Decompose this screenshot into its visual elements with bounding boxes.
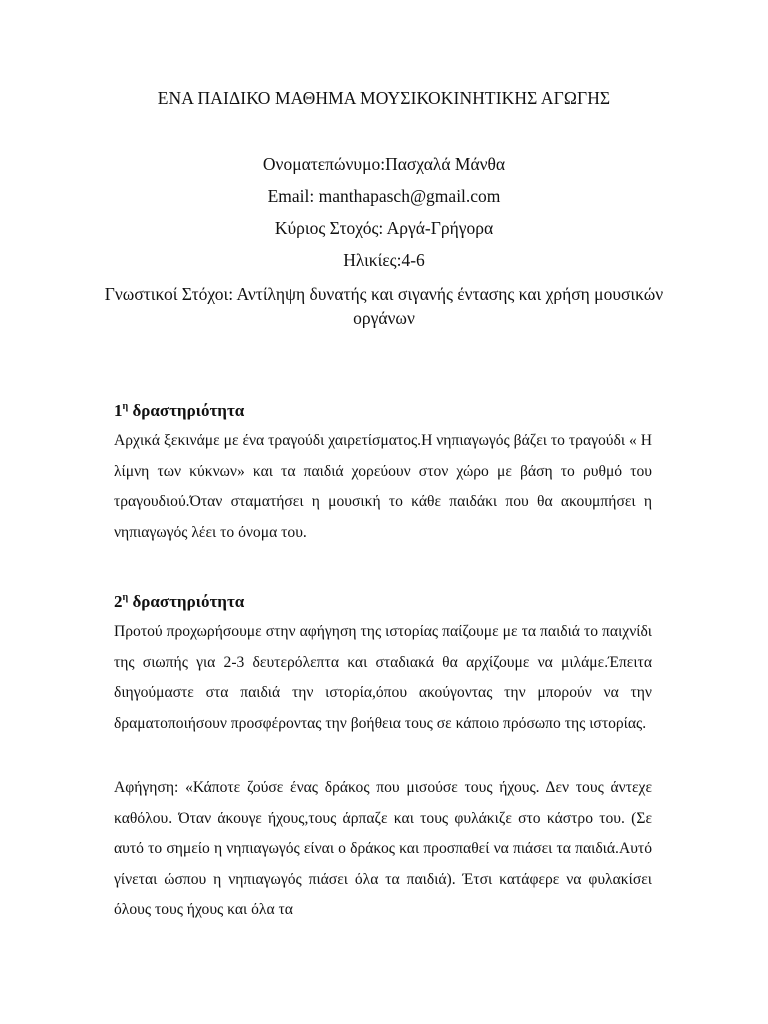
- cognitive-goals: Γνωστικοί Στόχοι: Αντίληψη δυνατής και σιγανής έντασης και χρήση μουσικών οργάνων: [104, 284, 664, 328]
- activity-2-ordinal: η: [122, 592, 129, 603]
- activity-2-number: 2: [114, 592, 123, 611]
- activity-1-heading: [114, 401, 244, 421]
- activity-1-number: 1: [114, 401, 123, 420]
- activity-1-ordinal: η: [122, 401, 129, 412]
- narration-text: Αφήγηση: «Κάποτε ζούσε ένας δράκος που μισούσε τους ήχους. Δεν τους άντεχε καθόλου. Όταν άκουγε ήχους,τους άρπαζε και τους φυλάκιζε στο κάστρο του. (Σε αυτό το σημείο η νηπιαγωγός είναι ο δράκος και προσπαθεί να πιάσει τα παιδιά.Αυτό γίνεται ώσπου η νηπιαγωγός πιάσει όλα τα παιδιά). Έτσι κατάφερε να φυλακίσει όλους τους ήχους και όλα τα: [114, 779, 652, 918]
- main-goal: Κύριος Στοχός: Αργά-Γρήγορα: [274, 218, 494, 238]
- activity-2-heading: [114, 592, 244, 612]
- activity-2-text: Προτού προχωρήσουμε στην αφήγηση της ιστορίας παίζουμε με τα παιδιά το παιχνίδι της σιωπής για 2-3 δευτερόλεπτα και σταδιακά θα αρχίζουμε να μιλάμε.Έπειτα διηγούμαστε στα παιδιά την ιστορία,όπου ακούγοντας την μπορούν να την δραματοποιήσουν προσφέροντας την βοήθεια τους σε κάποιο πρόσωπο της ιστορίας.: [114, 623, 652, 732]
- document-title: ΕΝΑ ΠΑΙΔΙΚΟ ΜΑΘΗΜΑ ΜΟΥΣΙΚΟΚΙΝΗΤΙΚΗΣ ΑΓΩΓΗΣ: [157, 88, 611, 108]
- ages: Ηλικίες:4-6: [343, 250, 425, 270]
- activity-1-text: Αρχικά ξεκινάμε με ένα τραγούδι χαιρετίσματος.Η νηπιαγωγός βάζει το τραγούδι « Η λίμνη των κύκνων» και τα παιδιά χορεύουν στον χώρο με βάση το ρυθμό του τραγουδιού.Όταν σταματήσει η μουσική το κάθε παιδάκι που θα ακουμπήσει η νηπιαγωγός λέει το όνομα του.: [114, 432, 652, 541]
- activity-1-label: δραστηριότητα: [128, 401, 245, 420]
- activity-2-label: δραστηριότητα: [128, 592, 245, 611]
- author-email: Email: manthapasch@gmail.com: [267, 186, 501, 206]
- author-name: Ονοματεπώνυμο:Πασχαλά Μάνθα: [262, 154, 506, 174]
